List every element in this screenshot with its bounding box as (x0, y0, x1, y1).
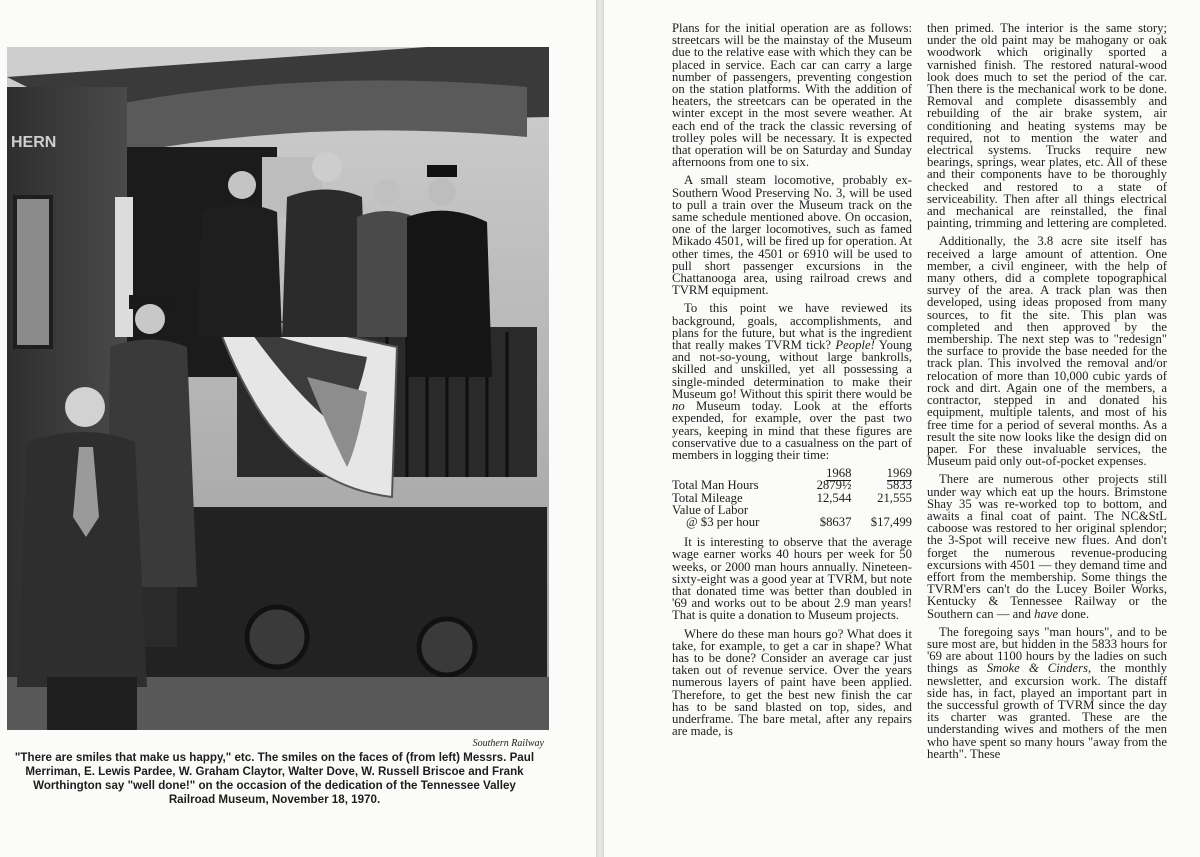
text-run: The foregoing says "man hours", and to be sure most are, but hidden in the 5833 hours for '69 are about 1100 hours by the ladies on such things as (927, 624, 1167, 676)
paragraph (927, 626, 1167, 760)
paragraph: A small steam locomotive, probably ex-Southern Wood Preserving No. 3, will be used to pull a train over the Museum track on the same schedule mentioned above. On occasion, one of the larger locomotives, such as famed Mikado 4501, will be fired up for operation. At other times, the 4501 or 6910 will be used to pull short passenger excursions in the Chattanooga area, using railroad crews and TVRM equipment. (672, 173, 912, 298)
dedication-photo (7, 47, 549, 730)
value-1969: 21,555 (877, 490, 912, 505)
row-label: @ $3 per hour (686, 514, 760, 529)
paragraph (672, 302, 912, 461)
paragraph: Additionally, the 3.8 acre site itself has received a large amount of attention. One member, a civil engineer, with the help of many others, did a complete topographical survey of the area. A track plan was then developed, using ideas proposed from many sources, to fit the site. This plan was completed and then approved by the membership. The next step was to "redesign" the surface to provide the base needed for the track plan. This involved the removal and/or relocation of more than 10,000 cubic yards of rock and dirt. Again one of the members, a contractor, stepped in and donated his equipment, multiple talents, and most of his free time for a period of several months. As a result the site now looks like the design did on paper. For these invaluable services, the Museum paid only out-of-pocket expenses. (927, 234, 1167, 469)
text-run: , the monthly newsletter, and excursion work. The distaff side has, in fact, played an important part in the successful growth of TVRM since the day its charter was granted. These are the understanding wives and mothers of the men who have spent so many hours "away from the hearth". These (927, 661, 1168, 761)
page-gutter (596, 0, 604, 857)
left-page (0, 0, 596, 857)
value-1968: 2879½ (816, 478, 852, 493)
table-row (672, 492, 912, 504)
paragraph: It is interesting to observe that the average wage earner works 40 hours per week for 50 weeks, or 2000 man hours annually. Nineteen-sixty-eight was a good year at TVRM, but note that donated time was better than doubled in '69 and works out to be about 2.9 man years! That is quite a donation to Museum projects. (672, 535, 912, 623)
text-run: done. (1061, 606, 1090, 621)
paragraph: then primed. The interior is the same story; under the old paint may be mahogany or oak woodwork which originally sported a varnished finish. The restored natural-wood look does much to set the period of the car. Then there is the mechanical work to be done. Removal and complete disassembly and rebuilding of the air brake system, air conditioning and heating systems may be required, not to mention the water and electrical systems. Trucks require new bearings, springs, wear plates, etc. All of these and their components have to be thoroughly checked and restored to a state of serviceability. Then after all things electrical and mechanical are reinstalled, the final painting, trimming and lettering are completed. (927, 21, 1167, 231)
text-column-1 (672, 22, 912, 743)
year-header-1969: 1969 (886, 466, 912, 481)
emphasis: Smoke & Cinders (986, 661, 1088, 676)
emphasis: no (672, 399, 685, 414)
table-row (672, 479, 912, 491)
row-label: Value of Labor (672, 502, 749, 517)
value-1969: $17,499 (870, 514, 912, 529)
car-lettering: HERN (11, 134, 57, 151)
value-1968: $8637 (819, 514, 852, 529)
year-header-1968: 1968 (826, 466, 852, 481)
text-run: To this point we have reviewed its background, goals, accomplishments, and plans for the future, but what is the ingredient that really makes TVRM tick? (672, 301, 912, 353)
photo-credit: Southern Railway (472, 738, 544, 749)
text-run: Museum today. Look at the efforts expended, for example, over the past two years, keeping in mind that these figures are conservative due to a casualness on the part of members in logging their time: (672, 399, 912, 462)
paragraph: Plans for the initial operation are as follows: streetcars will be the mainstay of the Museum due to the relative ease with which they can be placed in service. Each car can carry a large number of passengers, preventing congestion on the station platforms. With the addition of heaters, the streetcars can be operated in the winter except in the most severe weather. At each end of the track the classic reversing of trolley poles will be necessary. It is expected that operation will be on Saturday and Sunday afternoons from one to six. (672, 21, 912, 170)
labor-stats-table (672, 467, 912, 528)
row-label: Total Mileage (672, 490, 743, 505)
value-1968: 12,544 (816, 490, 852, 505)
text-run: There are numerous other projects still under way which eat up the hours. Brimstone Shay 35 was re-worked top to bottom, and awaits a final coat of paint. The NC&StL caboose was restored to her original splendor; the 3-Spot will receive new flues. And don't forget the numerous revenue-producing excursions with 4501 — they demand time and effort from the membership. Some things the TVRM'ers can't do the Lucey Boiler Works, Kentucky & Tennessee Railway or the Southern can — and (927, 472, 1167, 621)
table-row (672, 516, 912, 528)
emphasis: People! (835, 338, 875, 353)
value-1969: 5833 (886, 478, 912, 493)
paragraph: Where do these man hours go? What does it take, for example, to get a car in shape? What has to be done? Consider an average car just taken out of revenue service. Over the years numerous layers of paint have been applied. Therefore, to get the best new finish the car has to be sand blasted on top, sides, and underframe. The bare metal, after any repairs are made, is (672, 626, 912, 739)
emphasis: have (1034, 606, 1059, 621)
text-column-2 (927, 22, 1167, 766)
paragraph (927, 473, 1167, 619)
railcar-photo-illustration (7, 47, 549, 730)
row-label: Total Man Hours (672, 478, 759, 493)
text-run: Young and not-so-young, without large bankrolls, skilled and unskilled, yet all possessing a single-minded determination to make their Museum go! Without this spirit there would be (672, 338, 913, 401)
photo-caption: "There are smiles that make us happy," etc. The smiles on the faces of (from left) Messrs. Paul Merriman, E. Lewis Pardee, W. Graham Claytor, Walter Dove, W. Russell Briscoe and Frank Worthington say "well done!" on the occasion of the dedication of the Tennessee Valley Railroad Museum, November 18, 1970. (14, 751, 535, 806)
